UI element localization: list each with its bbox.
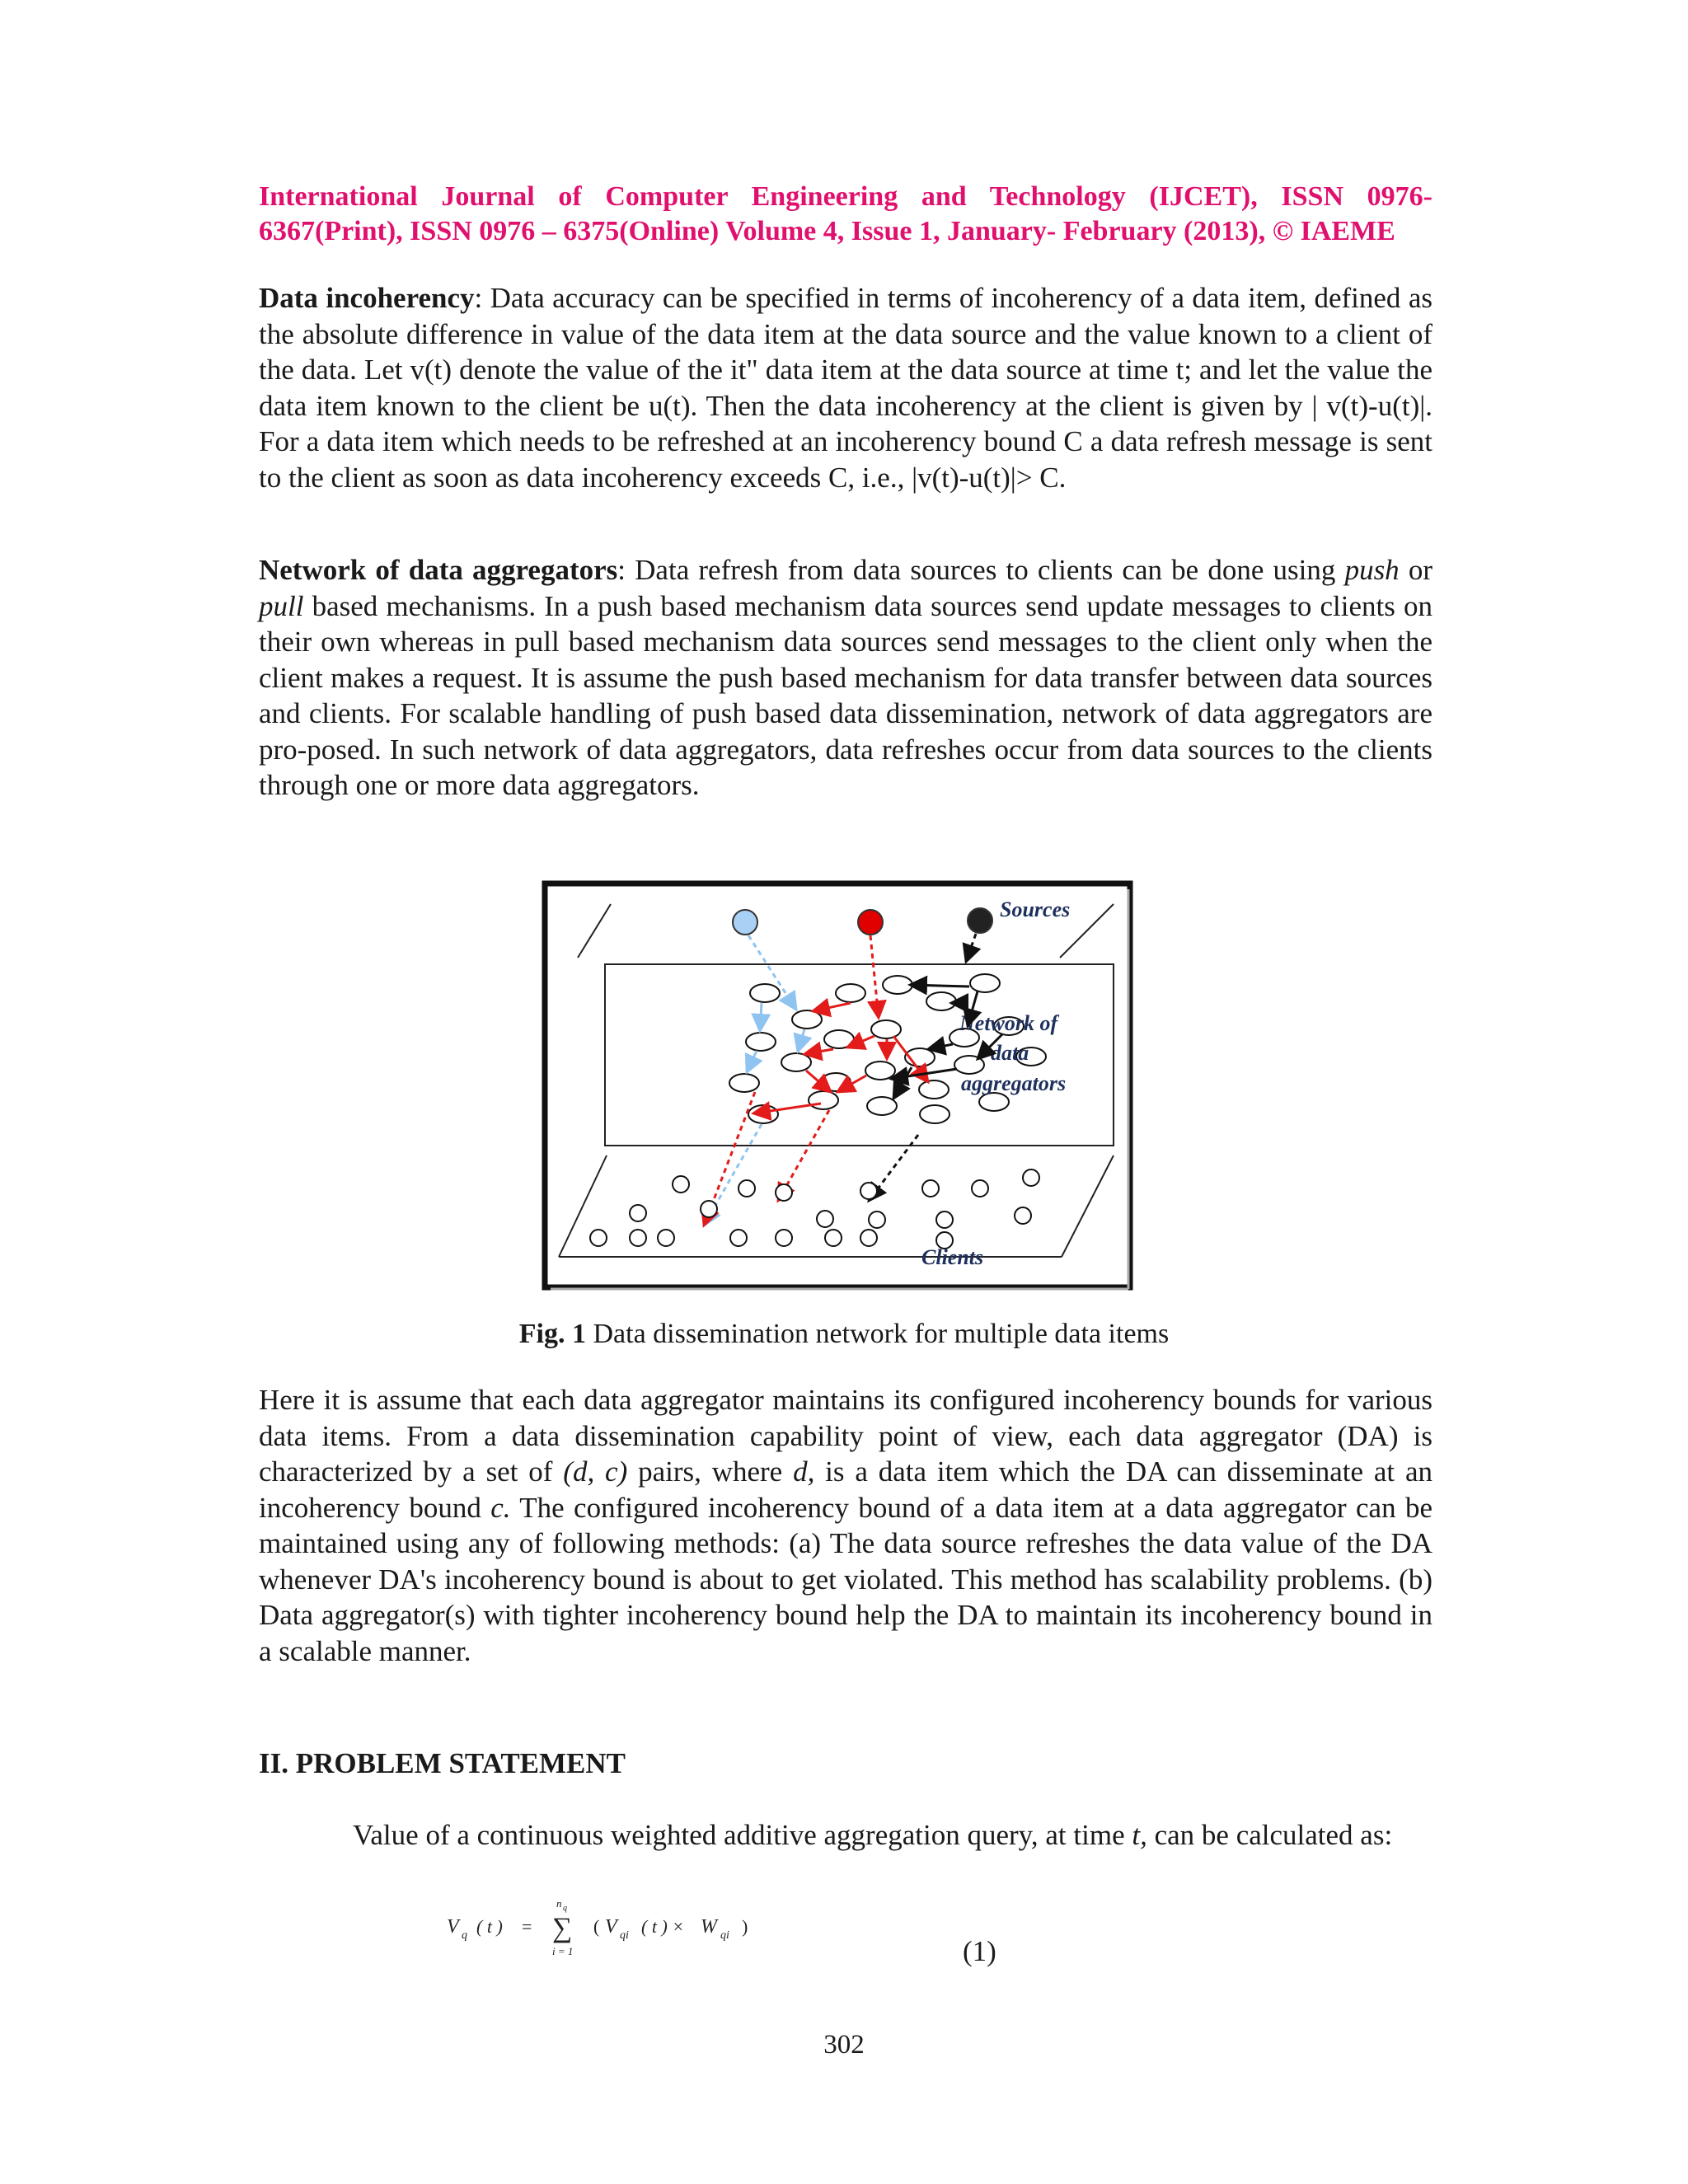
eq-w: W: [701, 1916, 717, 1938]
paragraph-network-aggregators: [259, 552, 1432, 804]
figure-caption: [0, 1319, 1688, 1350]
term-data-incoherency: Data incoherency: [259, 282, 475, 314]
eq-lhs-sub: q: [462, 1929, 467, 1942]
figure-data-dissemination-network: [541, 879, 1134, 1291]
label-clients: Clients: [921, 1245, 984, 1269]
paragraph-problem-statement: [259, 1817, 1432, 1854]
source-black: [968, 908, 992, 933]
source-blue: [733, 910, 757, 935]
paragraph-data-aggregator: [259, 1382, 1432, 1669]
pull-term: pull: [259, 589, 304, 622]
network-text-1: : Data refresh from data sources to clients can be done using: [617, 554, 1345, 586]
t-symbol: t,: [1132, 1819, 1147, 1851]
equation-1: [445, 1896, 857, 1961]
da-text-3: is a data item which the DA can disseminate at an incoherency bound: [259, 1455, 1432, 1524]
caption-text: Data dissemination network for multiple data items: [585, 1319, 1170, 1349]
d-symbol: d,: [793, 1455, 815, 1488]
equation-number: (1): [963, 1935, 996, 1967]
section-heading-problem-statement: II. PROBLEM STATEMENT: [259, 1747, 626, 1779]
term-network-aggregators: Network of data aggregators: [259, 554, 618, 586]
eq-subw: qi: [720, 1929, 729, 1942]
da-text-1: Here it is assume that each data aggregator maintains its configured incoherency bounds for various data items. From a data dissemination capability point of view, each data aggregator (DA) is characterized by a set of: [259, 1384, 1432, 1488]
header-line-1: International Journal of Computer Engineering and Technology (IJCET), ISSN 0976-: [259, 181, 1432, 212]
eq-lower: i = 1: [552, 1945, 574, 1957]
eq-sub2: qi: [620, 1929, 629, 1942]
da-text-2: pairs, where: [627, 1455, 794, 1488]
eq-v2: V: [605, 1916, 617, 1938]
problem-text-1: Value of a continuous weighted additive aggregation query, at time: [353, 1819, 1132, 1851]
network-text-3: based mechanisms. In a push based mechanism data sources send update messages to clients on their own whereas in pull based mechanism data sources send messages to the client only when the client makes a request. It is assume the push based mechanism for data transfer between data sources and clients. For scalable handling of push based data dissemination, network of data aggregators are pro-posed. In such network of data aggregators, data refreshes occur from data sources to the clients through one or more data aggregators.: [259, 589, 1432, 801]
paragraph-data-incoherency: [259, 280, 1432, 495]
eq-sigma: ∑: [552, 1913, 573, 1943]
source-red: [858, 910, 883, 935]
eq-equals: =: [522, 1916, 532, 1937]
eq-upper: n: [556, 1897, 562, 1910]
label-network-1: Network of: [959, 1011, 1058, 1035]
problem-text-2: can be calculated as:: [1146, 1819, 1393, 1851]
da-text-4: The configured incoherency bound of a data item at a data aggregator can be maintained using any of following methods: (a) The data source refreshes the data value of the DA whenever DA's incoherency bound is about to get violated. This method has scalability problems. (b) Data aggregator(s) with tighter incoherency bound help the DA to maintain its incoherency bound in a scalable manner.: [259, 1491, 1432, 1667]
eq-arg2: ( t ) ×: [641, 1916, 685, 1937]
dc-pair: (d, c): [563, 1455, 628, 1488]
caption-label: Fig. 1: [518, 1319, 586, 1349]
label-network-3: aggregators: [961, 1071, 1067, 1095]
push-term: push: [1344, 554, 1400, 586]
journal-header: [259, 180, 1432, 249]
c-symbol: c.: [490, 1491, 511, 1524]
label-network-2: data: [991, 1041, 1029, 1065]
network-text-2: or: [1399, 554, 1433, 586]
eq-lhs-v: V: [447, 1916, 459, 1938]
eq-open: (: [593, 1916, 600, 1937]
label-sources: Sources: [1000, 898, 1071, 921]
incoherency-text: : Data accuracy can be specified in terms of incoherency of a data item, defined as the absolute difference in value of the data item at the data source and the value known to a client of the data. Let v(t) denote the value of the it" data item at the data source at time t; and let the value the data item known to the client be u(t). Then the data incoherency at the client is given by | v(t)-u(t)|. For a data item which needs to be refreshed at an incoherency bound C a data refresh message is sent to the client as soon as data incoherency exceeds C, i.e., |v(t)-u(t)|> C.: [259, 282, 1432, 494]
eq-lhs-arg: ( t ): [476, 1916, 503, 1937]
eq-close: ): [742, 1916, 748, 1937]
page-number: 302: [823, 2030, 865, 2060]
eq-upper-sub: q: [563, 1904, 567, 1913]
header-line-2: 6367(Print), ISSN 0976 – 6375(Online) Volume 4, Issue 1, January- February (2013), © IAEME: [259, 216, 1395, 246]
